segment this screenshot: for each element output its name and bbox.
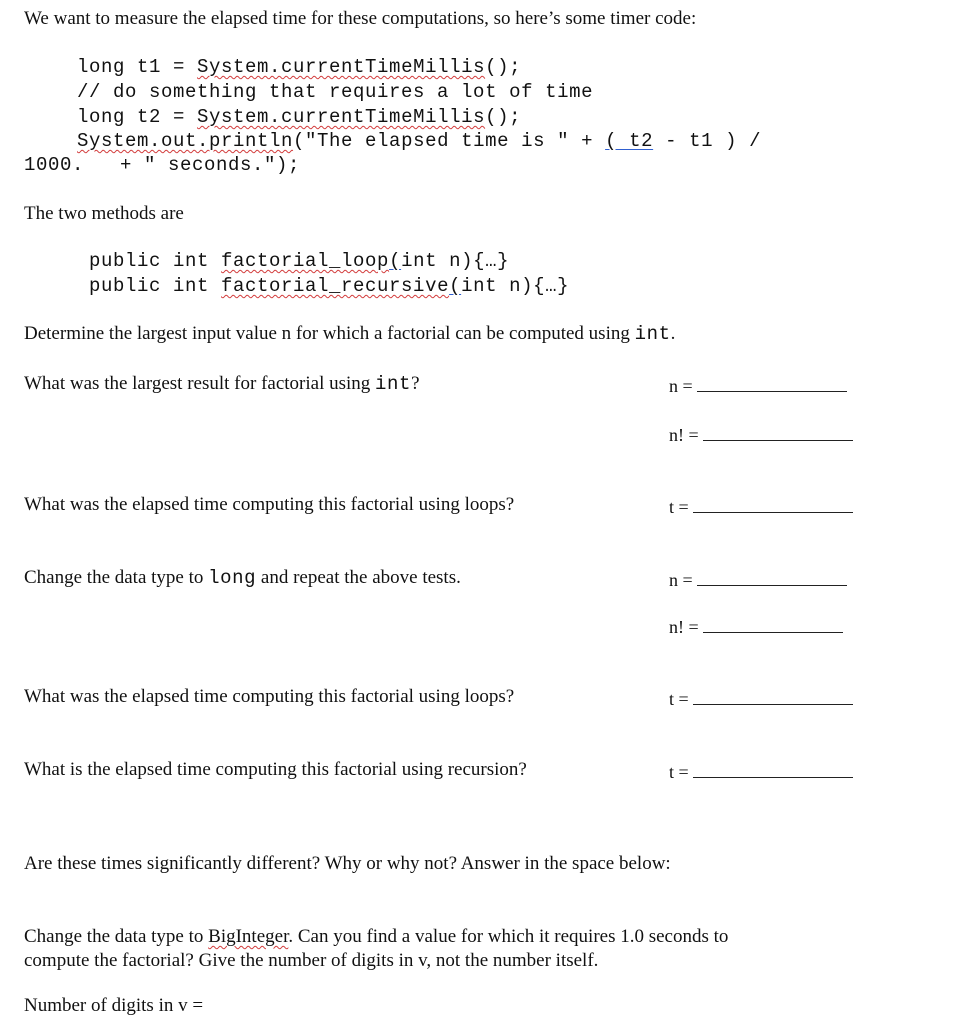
methods-intro: The two methods are [24, 203, 184, 224]
question-time-loops-int: What was the elapsed time computing this factorial using loops? [24, 494, 515, 515]
answer-blank[interactable] [697, 379, 847, 392]
answer-blank[interactable] [693, 692, 853, 705]
question-time-recursion: What is the elapsed time computing this factorial using recursion? [24, 759, 527, 780]
answer-blank[interactable] [703, 620, 843, 633]
code-line-2: // do something that requires a lot of time [77, 81, 594, 103]
answer-n-int: n = [669, 376, 847, 397]
question-int-largest-result: What was the largest result for factorial using int? [24, 373, 420, 395]
question-int-largest-n: Determine the largest input value n for which a factorial can be computed using int. [24, 323, 676, 345]
question-time-loops-long: What was the elapsed time computing this factorial using loops? [24, 686, 515, 707]
method-factorial-loop: public int factorial_loop(int n){…} [89, 250, 510, 272]
question-biginteger: Change the data type to BigInteger. Can you find a value for which it requires 1.0 seconds to [24, 926, 729, 947]
answer-t-loops-long: t = [669, 689, 853, 710]
intro-text: We want to measure the elapsed time for these computations, so here’s some timer code: [24, 8, 697, 29]
answer-nfact-long: n! = [669, 617, 843, 638]
answer-t-loops-int: t = [669, 497, 853, 518]
question-change-to-long: Change the data type to long and repeat the above tests. [24, 567, 461, 589]
answer-blank[interactable] [697, 573, 847, 586]
answer-nfact-int: n! = [669, 425, 853, 446]
answer-blank[interactable] [703, 428, 853, 441]
question-biginteger-line2: compute the factorial? Give the number of digits in v, not the number itself. [24, 950, 599, 971]
code-line-1: long t1 = System.currentTimeMillis(); [77, 56, 522, 78]
code-line-4: System.out.println("The elapsed time is " + ( t2 - t1 ) / [77, 130, 762, 152]
code-line-3: long t2 = System.currentTimeMillis(); [77, 106, 522, 128]
method-factorial-recursive: public int factorial_recursive(int n){…} [89, 275, 570, 297]
code-line-5: 1000. + " seconds."); [24, 154, 301, 176]
answer-n-long: n = [669, 570, 847, 591]
question-significant-difference: Are these times significantly different? Why or why not? Answer in the space below: [24, 853, 671, 874]
digits-label: Number of digits in v = [24, 995, 204, 1016]
answer-blank[interactable] [693, 765, 853, 778]
answer-blank[interactable] [693, 500, 853, 513]
answer-t-recursion: t = [669, 762, 853, 783]
